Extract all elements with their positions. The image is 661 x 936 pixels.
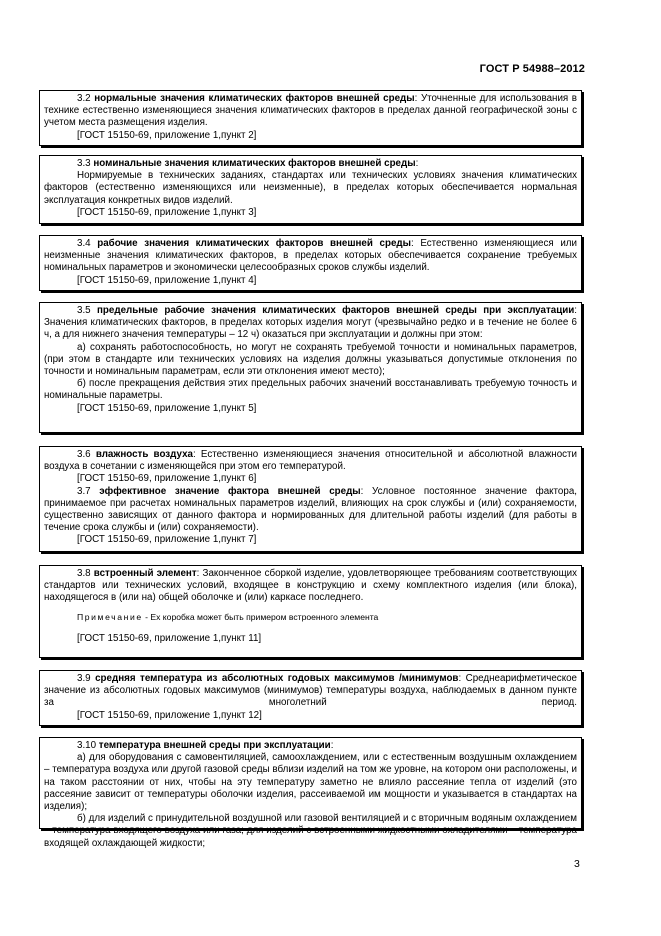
note: Примечание - Ех коробка может быть примером встроенного элемента: [77, 611, 379, 622]
term-paragraph: 3.6 влажность воздуха: Естественно изменяющиеся значения относительной и абсолютной влажности воздуха в сочетании с изменяющейся при этом его температурой.: [44, 449, 577, 473]
source-reference: [ГОСТ 15150-69, приложение 1,пункт 11]: [77, 632, 262, 644]
term-box-3-4: [39, 235, 582, 291]
term-box-3-9: [39, 670, 582, 726]
term-box-3-2: [39, 90, 582, 146]
source-reference: [ГОСТ 15150-69, приложение 1,пункт 2]: [77, 129, 257, 141]
list-item: б) для изделий с принудительной воздушной или газовой вентиляцией и с вторичным водяным охлаждением – температура входящего воздуха или газа; для изделий с встроенными жидкостными охладителями – температура входящей охлаждающей жидкости;: [44, 813, 577, 849]
source-reference: [ГОСТ 15150-69, приложение 1,пункт 7]: [77, 534, 257, 546]
term-box-3-10: [39, 737, 582, 849]
term-title: температура внешней среды при эксплуатации: [98, 740, 331, 751]
source-reference: [ГОСТ 15150-69, приложение 1,пункт 12]: [77, 709, 262, 721]
note-label: Примечание: [77, 611, 143, 622]
term-paragraph: 3.7 эффективное значение фактора внешней среды: Условное постоянное значение фактора, принимаемое при расчетах номинальных параметров изделий, влияющих на срок службы и (или) сохраняемости, существенно зависящих от данного фактора и нормированных для длительной работы изделий (для работы в течение срока службы и (или) сохраняемости).: [44, 485, 577, 534]
term-paragraph: 3.8 встроенный элемент: Законченное сборкой изделие, удовлетворяющее требованиям соответствующих стандартов или технических условий, входящее в конструкцию и схему комплектного изделия (или блока), находящегося в (или на) общей оболочке и (или) каркасе последнего.: [44, 568, 578, 604]
list-item: б) после прекращения действия этих предельных рабочих значений восстанавливать требуемую точность и номинальные параметры.: [44, 378, 577, 402]
term-paragraph: 3.10 температура внешней среды при эксплуатации:: [77, 740, 334, 751]
source-reference: [ГОСТ 15150-69, приложение 1,пункт 3]: [77, 206, 257, 218]
source-reference: [ГОСТ 15150-69, приложение 1,пункт 6]: [77, 473, 257, 485]
term-paragraph: 3.2 нормальные значения климатических факторов внешней среды: Уточненные для использования в технике естественно изменяющиеся значения климатических факторов в пределах данной географической зоны с учетом места размещения изделия.: [44, 93, 578, 129]
term-box-3-6-3-7: [39, 446, 582, 552]
term-box-3-8: [39, 565, 582, 658]
term-paragraph: 3.3 номинальные значения климатических факторов внешней среды:: [77, 158, 419, 169]
term-title: предельные рабочие значения климатических факторов внешней среды при эксплуатации: [97, 305, 575, 316]
term-box-3-5: [39, 302, 582, 433]
page-number: 3: [574, 858, 580, 870]
term-definition: Нормируемые в технических заданиях, стандартах или технических условиях значения климатических факторов (естественно изменяющихся или неизменные), в пределах которых обеспечивается нормальная эксплуатация конкретных видов изделий.: [44, 170, 577, 206]
term-paragraph: 3.5 предельные рабочие значения климатических факторов внешней среды при эксплуатации: Значения климатических факторов, в пределах которых изделия могут (чрезвычайно редко и в течение не более 6 ч, а для нижнего значения температуры – 12 ч) оказаться при эксплуатации и должны при этом:: [44, 305, 577, 341]
term-title: рабочие значения климатических факторов внешней среды: [97, 238, 411, 249]
term-title: нормальные значения климатических факторов внешней среды: [94, 93, 415, 104]
term-title: встроенный элемент: [93, 568, 197, 579]
term-title: влажность воздуха: [95, 449, 193, 460]
document-code: ГОСТ Р 54988–2012: [479, 63, 585, 75]
term-paragraph: 3.4 рабочие значения климатических факторов внешней среды: Естественно изменяющиеся или неизменные значения климатических факторов, в пределах которых обеспечивается сохранение требуемых номинальных параметров и экономически целесообразных сроков службы изделий.: [44, 238, 577, 274]
source-reference: [ГОСТ 15150-69, приложение 1,пункт 4]: [77, 274, 257, 286]
term-title: средняя температура из абсолютных годовых максимумов /минимумов: [95, 673, 459, 684]
term-box-3-3: [39, 155, 582, 224]
term-title: эффективное значение фактора внешней среды: [99, 485, 361, 497]
source-reference: [ГОСТ 15150-69, приложение 1,пункт 5]: [77, 402, 257, 414]
term-heading-line: 3.9 средняя температура из абсолютных годовых максимумов /минимумов: Среднеарифметическое значение из абсолютных годовых максимумов (минимумов) температуры воздуха, наблюдаемых в данном пункте за многолетний период.: [44, 673, 577, 709]
term-title: номинальные значения климатических факторов внешней среды: [93, 158, 416, 169]
list-item: а) сохранять работоспособность, но могут не сохранять требуемой точности и номинальных параметров, (при этом в стандарте или технических условиях на изделия должны указываться допустимые отклонения по точности и номинальным параметрам, если эти отклонения имеют место);: [44, 341, 577, 378]
list-item: а) для оборудования с самовентиляцией, самоохлаждением, или с естественным воздушным охлаждением – температура воздуха или другой газовой среды вблизи изделий на том же уровне, на котором они расположены, и на таком расстоянии от них, чтобы на эту температуру заметно не влияло рассеяние тепла от изделий (это рассеяние зависит от температуры оболочки изделия, рассеиваемой им мощности и указывается в стандартах на изделия);: [44, 752, 577, 813]
